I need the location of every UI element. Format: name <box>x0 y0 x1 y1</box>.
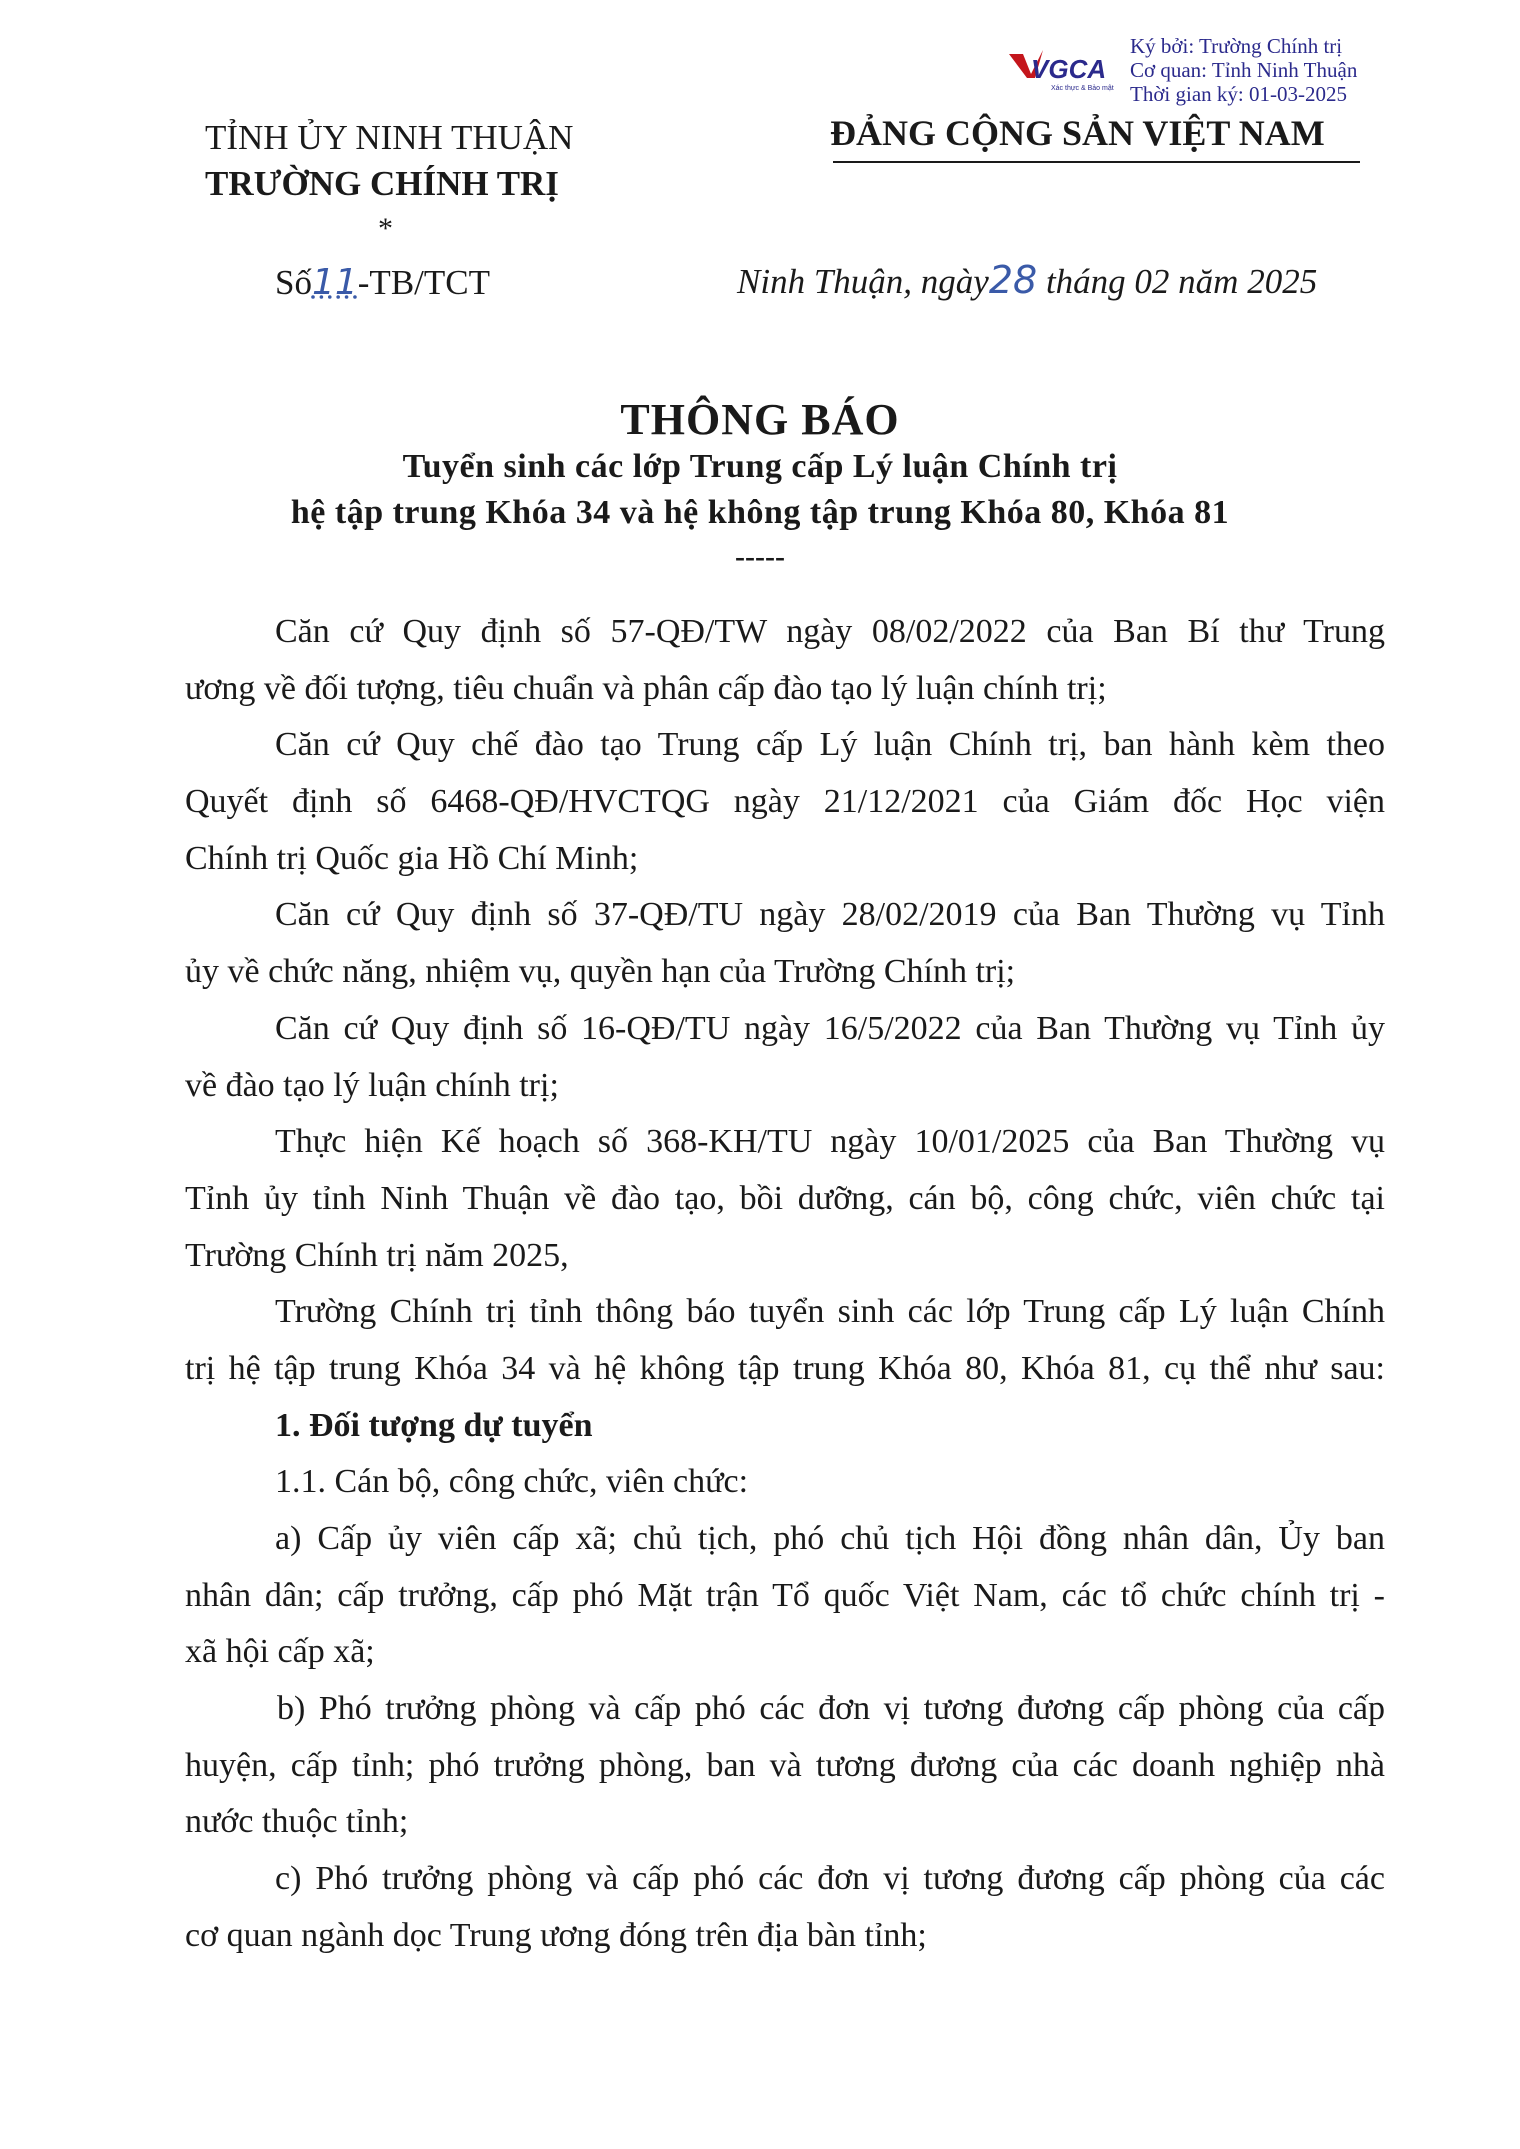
body-line: Thực hiện Kế hoạch số 368-KH/TU ngày 10/01/2025 của Ban Thường vụ <box>275 1123 1385 1161</box>
body-line: Trường Chính trị tỉnh thông báo tuyển sinh các lớp Trung cấp Lý luận Chính <box>275 1293 1385 1331</box>
body-line: Căn cứ Quy định số 16-QĐ/TU ngày 16/5/2022 của Ban Thường vụ Tỉnh ủy <box>275 1009 1385 1047</box>
title-separator: ----- <box>735 540 785 573</box>
body-line: c) Phó trưởng phòng và cấp phó các đơn vị tương đương cấp phòng của các <box>275 1860 1385 1898</box>
org-star: * <box>378 212 393 245</box>
number-value: 11 <box>311 262 358 303</box>
number-prefix: Số <box>275 263 312 302</box>
body-line: ương về đối tượng, tiêu chuẩn và phân cấp đào tạo lý luận chính trị; <box>185 669 1107 707</box>
vgca-logo <box>1005 48 1125 94</box>
party-underline <box>833 161 1360 163</box>
body-line: trị hệ tập trung Khóa 34 và hệ không tập trung Khóa 80, Khóa 81, cụ thể như sau: <box>185 1349 1385 1387</box>
org-name-province: TỈNH ỦY NINH THUẬN <box>205 118 574 157</box>
subsection-heading: 1.1. Cán bộ, công chức, viên chức: <box>275 1463 749 1501</box>
signature-info <box>1130 34 1357 106</box>
number-suffix: -TB/TCT <box>357 263 490 302</box>
sign-time: Thời gian ký: 01-03-2025 <box>1130 82 1347 106</box>
document-number <box>275 262 490 303</box>
document-body <box>185 604 1385 1965</box>
body-line: nước thuộc tỉnh; <box>185 1803 409 1841</box>
body-line: cơ quan ngành dọc Trung ương đóng trên địa bàn tỉnh; <box>185 1916 927 1954</box>
document-subtitle-1: Tuyển sinh các lớp Trung cấp Lý luận Chính trị <box>402 448 1118 485</box>
body-line: nhân dân; cấp trưởng, cấp phó Mặt trận Tổ quốc Việt Nam, các tổ chức chính trị - <box>185 1576 1385 1614</box>
body-line: huyện, cấp tỉnh; phó trưởng phòng, ban và tương đương của các doanh nghiệp nhà <box>185 1746 1385 1784</box>
section-heading: 1. Đối tượng dự tuyển <box>275 1406 593 1444</box>
logo-caption: Xác thực & Bảo mật <box>1051 85 1114 92</box>
date-day: 28 <box>988 258 1038 302</box>
body-line: ủy về chức năng, nhiệm vụ, quyền hạn của Trường Chính trị; <box>185 953 1016 991</box>
party-name: ĐẢNG CỘNG SẢN VIỆT NAM <box>830 113 1325 153</box>
body-line: Căn cứ Quy chế đào tạo Trung cấp Lý luận Chính trị, ban hành kèm theo <box>275 726 1385 764</box>
body-line: Quyết định số 6468-QĐ/HVCTQG ngày 21/12/2021 của Giám đốc Học viện <box>185 783 1385 821</box>
date-prefix: Ninh Thuận, ngày <box>737 262 989 301</box>
logo-text: VGCA <box>1031 54 1107 84</box>
document-title: THÔNG BÁO <box>620 395 900 444</box>
place-date <box>737 258 1317 302</box>
body-line: Căn cứ Quy định số 37-QĐ/TU ngày 28/02/2019 của Ban Thường vụ Tỉnh <box>275 896 1385 934</box>
date-suffix: tháng 02 năm 2025 <box>1037 262 1318 301</box>
document-subtitle-2: hệ tập trung Khóa 34 và hệ không tập trung Khóa 80, Khóa 81 <box>290 494 1230 531</box>
signer: Ký bởi: Trường Chính trị <box>1130 34 1343 58</box>
body-line: Chính trị Quốc gia Hồ Chí Minh; <box>185 839 639 877</box>
body-line: a) Cấp ủy viên cấp xã; chủ tịch, phó chủ tịch Hội đồng nhân dân, Ủy ban <box>275 1520 1385 1557</box>
body-line: Căn cứ Quy định số 57-QĐ/TW ngày 08/02/2022 của Ban Bí thư Trung <box>275 613 1385 650</box>
org-name-school: TRƯỜNG CHÍNH TRỊ <box>205 164 559 203</box>
body-line: xã hội cấp xã; <box>185 1633 375 1671</box>
body-line: Trường Chính trị năm 2025, <box>185 1236 569 1274</box>
body-line: Tỉnh ủy tỉnh Ninh Thuận về đào tạo, bồi dưỡng, cán bộ, công chức, viên chức tại <box>185 1179 1385 1217</box>
body-line: b) Phó trưởng phòng và cấp phó các đơn vị tương đương cấp phòng của cấp <box>277 1690 1385 1728</box>
agency: Cơ quan: Tỉnh Ninh Thuận <box>1130 58 1358 82</box>
body-line: về đào tạo lý luận chính trị; <box>185 1066 559 1104</box>
